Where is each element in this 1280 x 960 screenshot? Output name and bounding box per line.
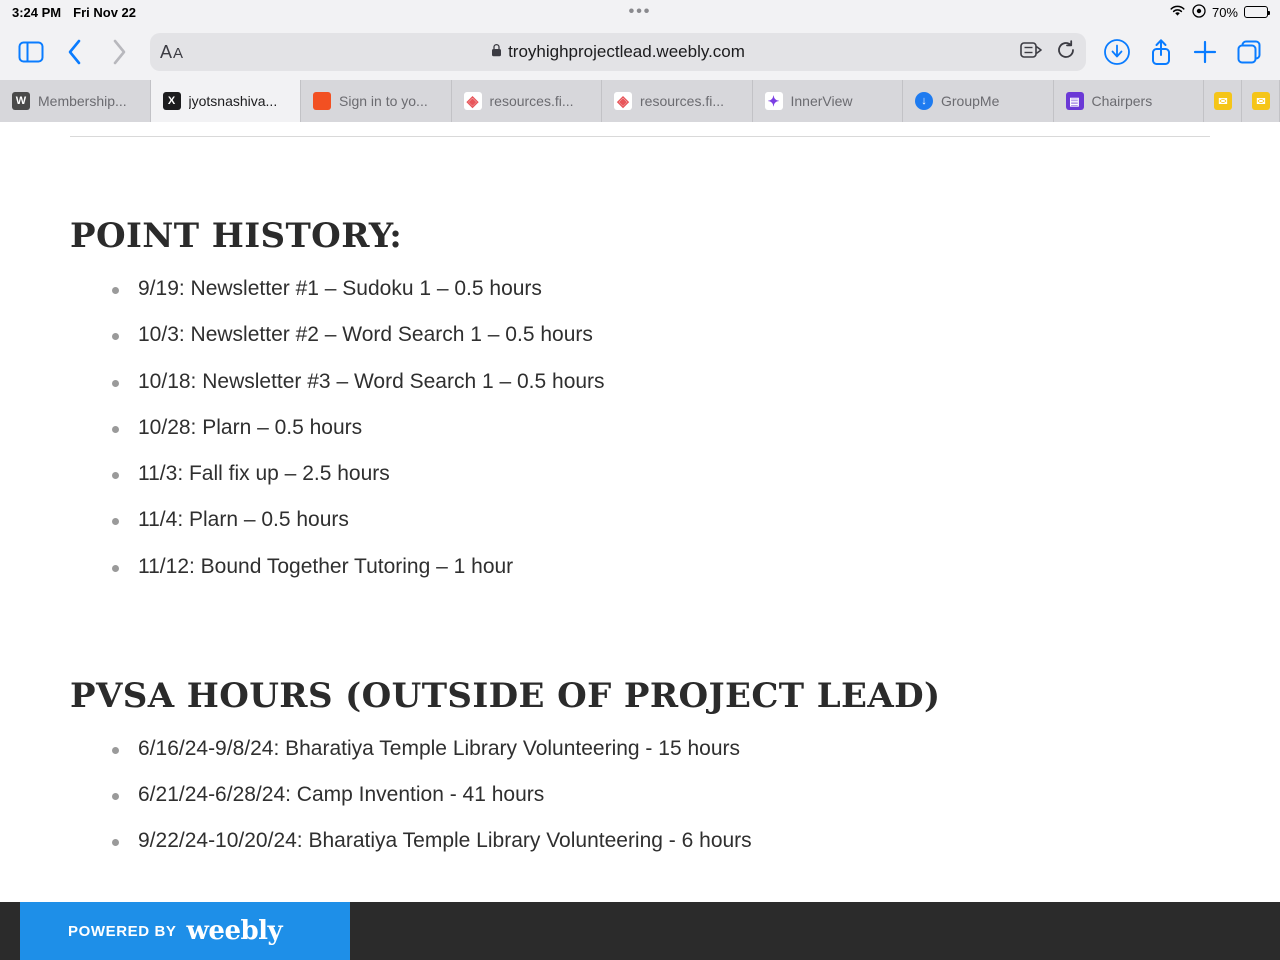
- browser-tab[interactable]: [301, 80, 452, 122]
- forward-chevron-icon[interactable]: [102, 35, 136, 69]
- wifi-icon: [1169, 4, 1186, 20]
- status-time: 3:24 PM: [12, 4, 62, 20]
- tab-label: GroupMe: [941, 93, 1000, 109]
- address-bar-text: troyhighprojectlead.weebly.com: [508, 42, 745, 61]
- tab-favicon-microsoft-icon: [313, 92, 331, 110]
- web-page-viewport[interactable]: [0, 122, 1280, 960]
- list-item: 11/12: Bound Together Tutoring – 1 hour: [70, 554, 1210, 580]
- dynamic-island-dots: •••: [628, 3, 652, 20]
- tab-favicon-chairpersons-icon: ▤: [1066, 92, 1084, 110]
- list-item: 9/22/24-10/20/24: Bharatiya Temple Library Volunteering - 6 hours: [70, 828, 1210, 854]
- battery-icon: [1244, 6, 1268, 18]
- list-item: 6/16/24-9/8/24: Bharatiya Temple Library Volunteering - 15 hours: [70, 736, 1210, 762]
- tab-favicon-weebly-icon: W: [12, 92, 30, 110]
- tab-label: InnerView: [790, 93, 853, 109]
- tab-strip: [0, 80, 1280, 122]
- list-item: 11/4: Plarn – 0.5 hours: [70, 507, 1210, 533]
- sidebar-icon[interactable]: [14, 35, 48, 69]
- point-history-list: [70, 276, 1210, 580]
- weebly-logo: weebly: [186, 916, 283, 946]
- tab-favicon-groupme-icon: ↓: [915, 92, 933, 110]
- browser-toolbar: [0, 24, 1280, 80]
- focus-icon: [1192, 4, 1206, 21]
- list-item: 10/3: Newsletter #2 – Word Search 1 – 0.5 hours: [70, 322, 1210, 348]
- address-bar-url-group: [150, 42, 1086, 62]
- tab-favicon-mail-icon: ✉: [1252, 92, 1270, 110]
- status-bar-right: [1169, 4, 1268, 21]
- browser-tab[interactable]: [1204, 80, 1242, 122]
- page-content: [0, 122, 1280, 855]
- tab-favicon-mail-icon: ✉: [1214, 92, 1232, 110]
- reload-icon[interactable]: [1056, 40, 1076, 65]
- powered-by-weebly-badge[interactable]: [20, 902, 350, 960]
- battery-percent-label: 70%: [1211, 4, 1238, 20]
- text-size-button[interactable]: A A: [160, 41, 184, 62]
- share-icon[interactable]: [1144, 35, 1178, 69]
- tab-label: Sign in to yo...: [339, 93, 428, 109]
- tab-label: Chairpers: [1091, 93, 1153, 109]
- tab-label: resources.fi...: [489, 93, 574, 109]
- pvsa-hours-list: [70, 736, 1210, 855]
- back-chevron-icon[interactable]: [58, 35, 92, 69]
- status-bar: [0, 0, 1280, 24]
- powered-by-label: POWERED BY: [68, 922, 177, 940]
- page-footer: [0, 902, 1280, 960]
- browser-tab[interactable]: [1242, 80, 1280, 122]
- browser-tab[interactable]: [1054, 80, 1205, 122]
- tab-label: resources.fi...: [640, 93, 725, 109]
- pvsa-hours-heading: PVSA HOURS (OUTSIDE OF PROJECT LEAD): [70, 675, 941, 716]
- browser-tab-active[interactable]: [151, 80, 302, 122]
- list-item: 11/3: Fall fix up – 2.5 hours: [70, 461, 1210, 487]
- status-bar-left: [12, 5, 136, 20]
- address-bar-actions: [1020, 40, 1076, 65]
- status-date: Fri Nov 22: [73, 4, 136, 20]
- point-history-heading: POINT HISTORY:: [70, 216, 403, 256]
- tab-favicon-resources-icon: ◈: [614, 92, 632, 110]
- browser-tab[interactable]: [452, 80, 603, 122]
- tab-favicon-x-icon: X: [163, 92, 181, 110]
- list-item: 10/28: Plarn – 0.5 hours: [70, 415, 1210, 441]
- list-item: 6/21/24-6/28/24: Camp Invention - 41 hours: [70, 782, 1210, 808]
- tab-label: Membership...: [38, 93, 127, 109]
- downloads-icon[interactable]: [1100, 35, 1134, 69]
- browser-tab[interactable]: [753, 80, 904, 122]
- tab-overview-icon[interactable]: [1232, 35, 1266, 69]
- lock-icon: [491, 43, 502, 62]
- list-item: 10/18: Newsletter #3 – Word Search 1 – 0.5 hours: [70, 369, 1210, 395]
- plus-icon[interactable]: [1188, 35, 1222, 69]
- list-item: 9/19: Newsletter #1 – Sudoku 1 – 0.5 hours: [70, 276, 1210, 302]
- tab-favicon-innerview-icon: ✦: [765, 92, 783, 110]
- content-divider: [70, 136, 1210, 137]
- tab-favicon-resources-icon: ◈: [464, 92, 482, 110]
- browser-tab[interactable]: [602, 80, 753, 122]
- address-bar[interactable]: [150, 33, 1086, 71]
- tab-label: jyotsnashiva...: [188, 93, 278, 109]
- reader-view-icon[interactable]: [1020, 41, 1042, 64]
- browser-tab[interactable]: [0, 80, 151, 122]
- browser-tab[interactable]: [903, 80, 1054, 122]
